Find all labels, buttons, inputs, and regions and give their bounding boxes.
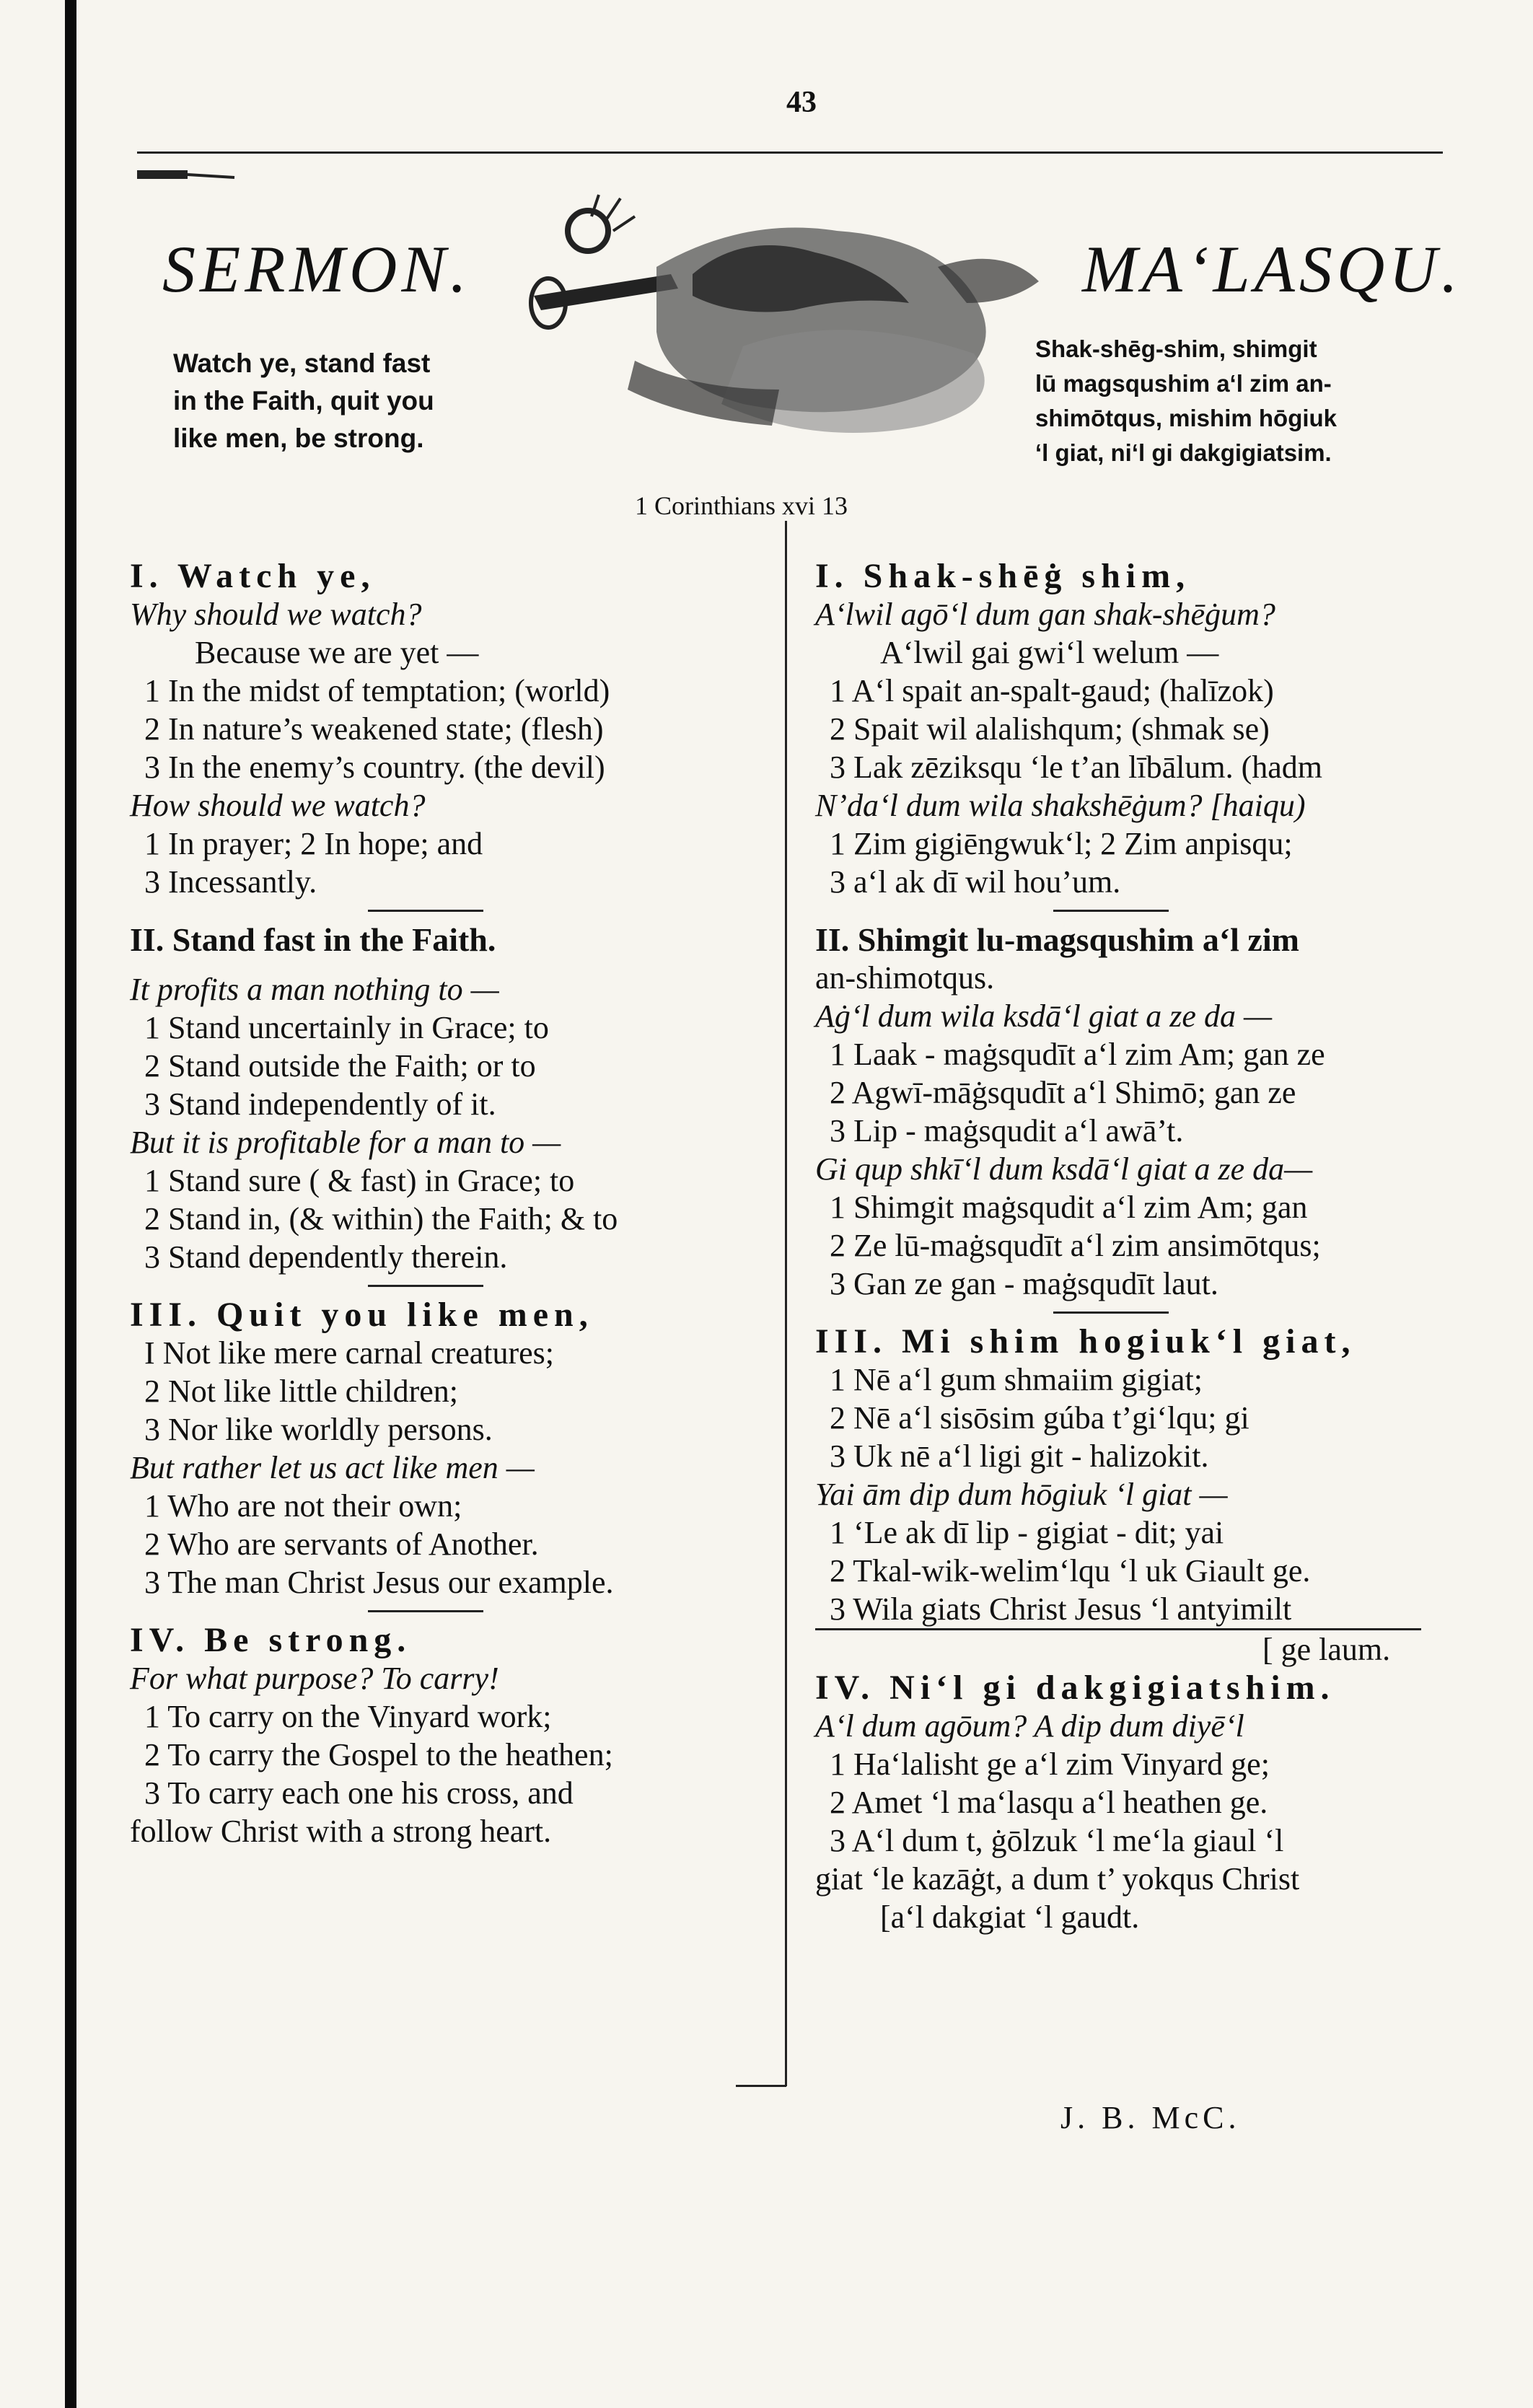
text-line: 3 In the enemy’s country. (the devil)	[144, 750, 605, 785]
text-line: 1 A‘l spait an-spalt-gaud; (halīzok)	[830, 673, 1274, 708]
column-divider	[785, 521, 787, 2086]
ornament-mark	[137, 164, 238, 183]
book-spine	[65, 0, 76, 2408]
page-number: 43	[786, 86, 817, 119]
text-line: 1 Laak - maġsqudīt a‘l zim Am; gan ze	[830, 1037, 1325, 1072]
text-line: 3 Wila giats Christ Jesus ‘l antyimilt	[830, 1591, 1292, 1627]
top-rule	[137, 151, 1443, 154]
english-sermon-column	[130, 557, 765, 1850]
scripture-reference: 1 Corinthians xvi 13	[635, 491, 848, 520]
section-heading: II. Stand fast in the Faith.	[130, 921, 496, 958]
text-line: A‘lwil gai gwi‘l welum —	[880, 635, 1219, 670]
angel-trumpet-illustration	[505, 188, 1068, 491]
text-line: 1 In the midst of temptation; (world)	[144, 673, 610, 708]
text-line: 1 Nē a‘l gum shmaiim gigiat;	[830, 1362, 1203, 1397]
text-line: 1 To carry on the Vinyard work;	[144, 1699, 552, 1734]
text-line: 2 Tkal-wik-welim‘lqu ‘l uk Giault ge.	[830, 1553, 1311, 1589]
text-line: [ ge laum.	[815, 1628, 1421, 1669]
text-line: 2 Spait wil alalishqum; (shmak se)	[830, 711, 1270, 747]
text-line: But rather let us act like men —	[130, 1450, 535, 1485]
text-line: 2 Ze lū-maġsqudīt a‘l zim ansimōtqus;	[830, 1228, 1321, 1263]
section-separator	[1053, 910, 1169, 912]
text-line: I Not like mere carnal creatures;	[144, 1335, 555, 1371]
section-separator	[368, 1610, 483, 1612]
text-line: [a‘l dakgiat ‘l gaudt.	[880, 1899, 1140, 1935]
intro-line: like men, be strong.	[173, 423, 424, 453]
right-intro	[1035, 332, 1483, 470]
text-line: 2 In nature’s weakened state; (flesh)	[144, 711, 604, 747]
text-line: How should we watch?	[130, 788, 426, 823]
text-line: 2 Who are servants of Another.	[144, 1526, 539, 1562]
section-heading: III. Quit you like men,	[130, 1296, 594, 1334]
text-line: 3 a‘l ak dī wil hou’um.	[830, 864, 1121, 900]
section-separator	[368, 910, 483, 912]
intro-line: lū magsqushim a‘l zim an-	[1035, 370, 1332, 397]
section-heading: I. Shak-shēġ shim,	[815, 557, 1191, 595]
text-line: 3 Gan ze gan - maġsqudīt laut.	[830, 1266, 1218, 1301]
text-line: For what purpose? To carry!	[130, 1661, 499, 1696]
text-line: 3 Lak zēziksqu ‘le t’an lībālum. (hadm	[830, 750, 1322, 785]
text-line: giat ‘le kazāġt, a dum t’ yokqus Christ	[815, 1861, 1300, 1897]
text-line: 3 Incessantly.	[144, 864, 317, 900]
text-line: It profits a man nothing to —	[130, 972, 499, 1007]
text-line: Aġ‘l dum wila ksdā‘l giat a ze da —	[815, 998, 1273, 1034]
text-line: N’da‘l dum wila shakshēġum? [haiqu)	[815, 788, 1306, 823]
text-line: 1 Ha‘lalisht ge a‘l zim Vinyard ge;	[830, 1746, 1270, 1782]
section-separator	[1053, 1311, 1169, 1314]
text-line: A‘lwil agō‘l dum gan shak-shēġum?	[815, 597, 1275, 632]
intro-line: ‘l giat, ni‘l gi dakgigiatsim.	[1035, 439, 1332, 466]
section-heading: III. Mi shim hogiuk‘l giat,	[815, 1322, 1356, 1361]
text-line: follow Christ with a strong heart.	[130, 1814, 552, 1849]
text-line: 3 Nor like worldly persons.	[144, 1412, 493, 1447]
text-line: 1 Shimgit maġsqudit a‘l zim Am; gan	[830, 1190, 1308, 1225]
text-line: 3 Uk nē a‘l ligi git - halizokit.	[830, 1438, 1209, 1474]
text-line: 2 Stand outside the Faith; or to	[144, 1048, 536, 1084]
text-line: 2 To carry the Gospel to the heathen;	[144, 1737, 613, 1772]
left-title: SERMON.	[162, 232, 471, 306]
right-title: MA‘LASQU.	[1082, 232, 1462, 306]
divider-foot	[736, 2085, 786, 2087]
spacer	[130, 959, 765, 970]
text-line: 3 To carry each one his cross, and	[144, 1775, 574, 1811]
text-line: A‘l dum agōum? A dip dum diyē‘l	[815, 1708, 1244, 1744]
text-line: 2 Stand in, (& within) the Faith; & to	[144, 1201, 618, 1236]
text-line: 3 Lip - maġsqudit a‘l awā’t.	[830, 1113, 1184, 1148]
text-line: Gi qup shkī‘l dum ksdā‘l giat a ze da—	[815, 1151, 1313, 1187]
signature: J. B. McC.	[1060, 2100, 1241, 2135]
section-heading: IV. Be strong.	[130, 1621, 412, 1659]
text-line: Why should we watch?	[130, 597, 422, 632]
text-line: 1 Stand sure ( & fast) in Grace; to	[144, 1163, 575, 1198]
intro-line: Watch ye, stand fast	[173, 348, 431, 378]
section-heading: II. Shimgit lu-magsqushim a‘l zim	[815, 921, 1299, 958]
text-line: 2 Not like little children;	[144, 1374, 459, 1409]
text-line: 3 A‘l dum t, ġōlzuk ‘l me‘la giaul ‘l	[830, 1823, 1284, 1858]
text-line: 3 The man Christ Jesus our example.	[144, 1565, 614, 1600]
left-intro	[173, 345, 512, 457]
text-line: an-shimotqus.	[815, 960, 995, 996]
text-line: 1 Who are not their own;	[144, 1488, 462, 1524]
intro-line: in the Faith, quit you	[173, 386, 434, 416]
text-line: 3 Stand independently of it.	[144, 1086, 496, 1122]
section-separator	[368, 1285, 483, 1287]
intro-line: shimōtqus, mishim hōgiuk	[1035, 405, 1337, 431]
section-heading: IV. Ni‘l gi dakgigiatshim.	[815, 1669, 1335, 1707]
text-line: Yai ām dip dum hōgiuk ‘l giat —	[815, 1477, 1228, 1512]
text-line: 2 Amet ‘l ma‘lasqu a‘l heathen ge.	[830, 1785, 1268, 1820]
text-line: 1 Zim gigiēngwuk‘l; 2 Zim anpisqu;	[830, 826, 1293, 861]
text-line: 1 ‘Le ak dī lip - gigiat - dit; yai	[830, 1515, 1224, 1550]
text-line: 2 Agwī-māġsqudīt a‘l Shimō; gan ze	[830, 1075, 1296, 1110]
text-line: 2 Nē a‘l sisōsim gúba t’gi‘lqu; gi	[830, 1400, 1249, 1436]
text-line: 1 Stand uncertainly in Grace; to	[144, 1010, 549, 1045]
text-line: Because we are yet —	[195, 635, 479, 670]
text-line: But it is profitable for a man to —	[130, 1125, 561, 1160]
text-line: 1 In prayer; 2 In hope; and	[144, 826, 483, 861]
intro-line: Shak-shēg-shim, shimgit	[1035, 335, 1317, 362]
native-sermon-column	[815, 557, 1464, 1936]
text-line: 3 Stand dependently therein.	[144, 1239, 508, 1275]
section-heading: I. Watch ye,	[130, 557, 376, 595]
